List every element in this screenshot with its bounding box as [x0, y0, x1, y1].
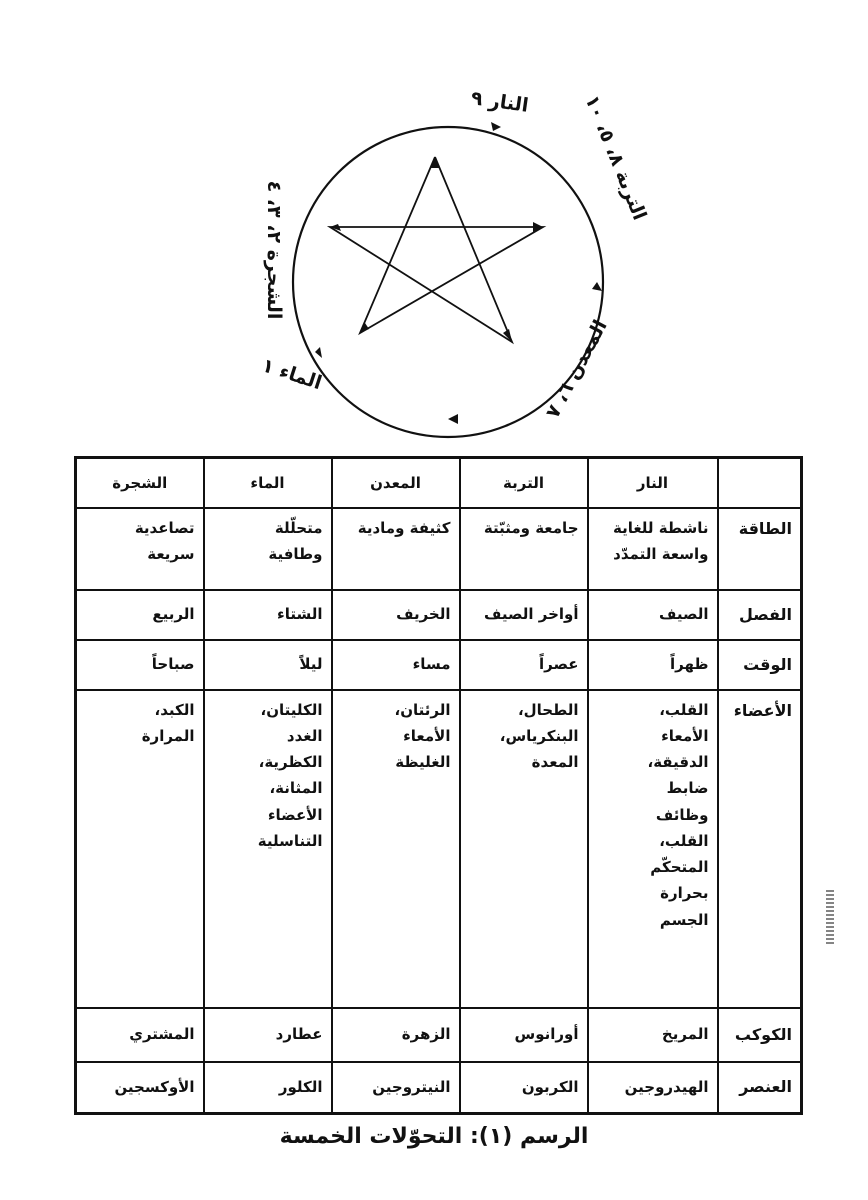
cycle-arrow-soil: [592, 282, 602, 291]
row-label-organs: الأعضاء: [718, 690, 802, 1008]
cell-time-metal: مساء: [332, 640, 460, 690]
cell-season-soil: أواخر الصيف: [460, 590, 588, 640]
cell-planet-soil: أورانوس: [460, 1008, 588, 1062]
row-label-energy: الطاقة: [718, 508, 802, 590]
row-label-element: العنصر: [718, 1062, 802, 1114]
cell-element-soil: الكربون: [460, 1062, 588, 1114]
label-soil: التربة ٨، ٥، ١٠: [580, 92, 651, 224]
cell-element-fire: الهيدروجين: [588, 1062, 718, 1114]
label-metal: المعدن ٦، ٧: [541, 316, 612, 423]
row-label-season: الفصل: [718, 590, 802, 640]
table-header-row: [76, 458, 802, 508]
cell-planet-tree: المشتري: [76, 1008, 204, 1062]
elements-table: [74, 456, 800, 1112]
cell-organs-tree: الكبد، المرارة: [76, 690, 204, 1008]
cell-season-tree: الربيع: [76, 590, 204, 640]
cell-time-tree: صباحاً: [76, 640, 204, 690]
cycle-arrow-water: [315, 347, 322, 358]
cell-organs-fire: القلب، الأمعاء الدقيقة، ضابط وظائف القلب، المتحكّم بحرارة الجسم: [588, 690, 718, 1008]
five-transformations-diagram: [0, 0, 868, 450]
cell-season-water: الشتاء: [204, 590, 332, 640]
cycle-arrow-metal: [448, 414, 458, 424]
table-row-organs: [76, 690, 802, 1008]
cell-time-fire: ظهراً: [588, 640, 718, 690]
table-row-planet: [76, 1008, 802, 1062]
cell-organs-metal: الرئتان، الأمعاء الغليظة: [332, 690, 460, 1008]
column-header-soil: التربة: [460, 458, 588, 508]
table-row-season: [76, 590, 802, 640]
label-tree: الشجرة ٢، ٣، ٤: [263, 180, 285, 320]
cell-energy-soil: جامعة ومثبّتة: [460, 508, 588, 590]
cell-element-tree: الأوكسجين: [76, 1062, 204, 1114]
header-empty-cell: [718, 458, 802, 508]
label-water: الماء ١: [259, 354, 325, 395]
row-label-planet: الكوكب: [718, 1008, 802, 1062]
figure-caption: الرسم (١): التحوّلات الخمسة: [279, 1124, 589, 1149]
cell-season-fire: الصيف: [588, 590, 718, 640]
cell-energy-fire: ناشطة للغاية واسعة التمدّد: [588, 508, 718, 590]
cell-organs-soil: الطحال، البنكرياس، المعدة: [460, 690, 588, 1008]
cell-time-soil: عصراً: [460, 640, 588, 690]
pentagram-star: [330, 157, 543, 342]
row-label-time: الوقت: [718, 640, 802, 690]
column-header-metal: المعدن: [332, 458, 460, 508]
cell-planet-fire: المريخ: [588, 1008, 718, 1062]
cell-organs-water: الكليتان، الغدد الكظرية، المثانة، الأعضاء التناسلية: [204, 690, 332, 1008]
cell-planet-water: عطارد: [204, 1008, 332, 1062]
cell-energy-water: متحلّلة وطافية: [204, 508, 332, 590]
cycle-arrow-fire: [491, 122, 501, 131]
column-header-water: الماء: [204, 458, 332, 508]
label-fire: النار ٩: [469, 87, 530, 117]
table-row-element: [76, 1062, 802, 1114]
column-header-fire: النار: [588, 458, 718, 508]
cell-element-water: الكلور: [204, 1062, 332, 1114]
cell-time-water: ليلاً: [204, 640, 332, 690]
column-header-tree: الشجرة: [76, 458, 204, 508]
table-row-energy: [76, 508, 802, 590]
table-row-time: [76, 640, 802, 690]
cell-season-metal: الخريف: [332, 590, 460, 640]
cell-element-metal: النيتروجين: [332, 1062, 460, 1114]
cell-planet-metal: الزهرة: [332, 1008, 460, 1062]
cell-energy-metal: كثيفة ومادية: [332, 508, 460, 590]
scan-margin-mark: [826, 890, 834, 946]
cell-energy-tree: تصاعدية سريعة: [76, 508, 204, 590]
